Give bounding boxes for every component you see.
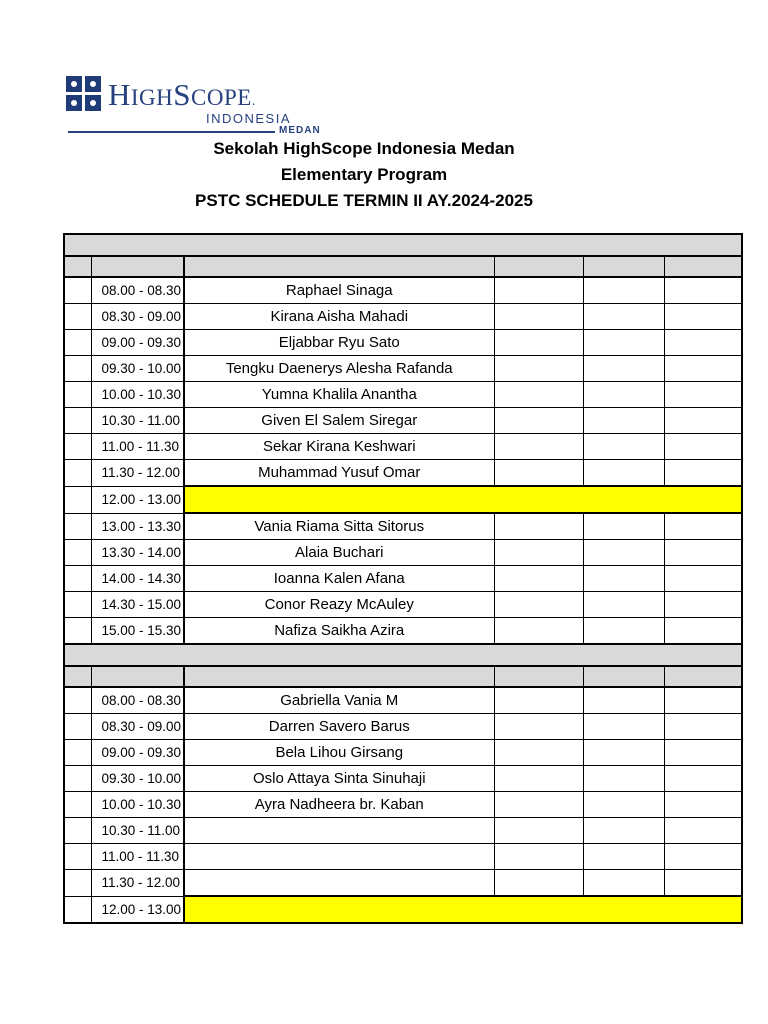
empty-cell bbox=[664, 304, 742, 330]
section-title-cell bbox=[64, 234, 742, 256]
highscope-logo bbox=[66, 76, 321, 142]
time-slot: 10.30 - 11.00 bbox=[91, 818, 184, 844]
schedule-row bbox=[64, 356, 742, 382]
time-slot: 08.00 - 08.30 bbox=[91, 277, 184, 304]
row-number-cell bbox=[64, 382, 91, 408]
empty-cell bbox=[583, 618, 664, 645]
row-number-cell bbox=[64, 714, 91, 740]
row-number-cell bbox=[64, 844, 91, 870]
empty-cell bbox=[664, 592, 742, 618]
school-title: Sekolah HighScope Indonesia Medan bbox=[213, 139, 515, 158]
time-slot: 13.00 - 13.30 bbox=[91, 513, 184, 540]
time-slot: 11.00 - 11.30 bbox=[91, 434, 184, 460]
schedule-row bbox=[64, 792, 742, 818]
column-header-cell bbox=[583, 666, 664, 687]
student-name: Darren Savero Barus bbox=[184, 714, 494, 740]
empty-cell bbox=[494, 330, 583, 356]
column-header-cell bbox=[91, 666, 184, 687]
time-slot: 11.00 - 11.30 bbox=[91, 844, 184, 870]
time-slot: 09.30 - 10.00 bbox=[91, 356, 184, 382]
empty-cell bbox=[583, 460, 664, 487]
schedule-row bbox=[64, 513, 742, 540]
row-number-cell bbox=[64, 540, 91, 566]
empty-cell bbox=[664, 540, 742, 566]
schedule-row bbox=[64, 818, 742, 844]
empty-cell bbox=[583, 382, 664, 408]
row-number-cell bbox=[64, 792, 91, 818]
student-name: Kirana Aisha Mahadi bbox=[184, 304, 494, 330]
student-name: Gabriella Vania M bbox=[184, 687, 494, 714]
empty-cell bbox=[664, 687, 742, 714]
student-name bbox=[184, 818, 494, 844]
schedule-title: PSTC SCHEDULE TERMIN II AY.2024-2025 bbox=[195, 191, 533, 210]
empty-cell bbox=[494, 844, 583, 870]
empty-cell bbox=[583, 766, 664, 792]
column-header-row bbox=[64, 666, 742, 687]
empty-cell bbox=[664, 434, 742, 460]
row-number-cell bbox=[64, 687, 91, 714]
empty-cell bbox=[583, 714, 664, 740]
logo-city: MEDAN bbox=[279, 125, 321, 136]
empty-cell bbox=[664, 818, 742, 844]
student-name: Nafiza Saikha Azira bbox=[184, 618, 494, 645]
schedule-row bbox=[64, 486, 742, 513]
row-number-cell bbox=[64, 356, 91, 382]
schedule-row bbox=[64, 460, 742, 487]
empty-cell bbox=[494, 818, 583, 844]
empty-cell bbox=[494, 792, 583, 818]
empty-cell bbox=[664, 792, 742, 818]
schedule-row bbox=[64, 592, 742, 618]
student-name: Conor Reazy McAuley bbox=[184, 592, 494, 618]
time-slot: 14.30 - 15.00 bbox=[91, 592, 184, 618]
empty-cell bbox=[664, 356, 742, 382]
schedule-row bbox=[64, 304, 742, 330]
empty-cell bbox=[664, 277, 742, 304]
student-name: Alaia Buchari bbox=[184, 540, 494, 566]
row-number-cell bbox=[64, 818, 91, 844]
column-header-row bbox=[64, 256, 742, 277]
row-number-cell bbox=[64, 434, 91, 460]
schedule-row bbox=[64, 382, 742, 408]
empty-cell bbox=[583, 592, 664, 618]
break-highlight bbox=[184, 896, 742, 923]
empty-cell bbox=[583, 844, 664, 870]
empty-cell bbox=[583, 277, 664, 304]
time-slot: 08.00 - 08.30 bbox=[91, 687, 184, 714]
student-name bbox=[184, 870, 494, 897]
student-name: Given El Salem Siregar bbox=[184, 408, 494, 434]
empty-cell bbox=[664, 766, 742, 792]
section-title-bar bbox=[64, 234, 742, 256]
column-header-cell bbox=[184, 256, 494, 277]
empty-cell bbox=[583, 540, 664, 566]
schedule-row bbox=[64, 766, 742, 792]
empty-cell bbox=[494, 304, 583, 330]
schedule-row bbox=[64, 566, 742, 592]
empty-cell bbox=[494, 382, 583, 408]
time-slot: 08.30 - 09.00 bbox=[91, 714, 184, 740]
schedule-row bbox=[64, 870, 742, 897]
row-number-cell bbox=[64, 330, 91, 356]
schedule-row bbox=[64, 714, 742, 740]
row-number-cell bbox=[64, 408, 91, 434]
column-header-cell bbox=[664, 666, 742, 687]
empty-cell bbox=[664, 460, 742, 487]
student-name: Vania Riama Sitta Sitorus bbox=[184, 513, 494, 540]
empty-cell bbox=[583, 304, 664, 330]
time-slot: 14.00 - 14.30 bbox=[91, 566, 184, 592]
time-slot: 08.30 - 09.00 bbox=[91, 304, 184, 330]
empty-cell bbox=[583, 408, 664, 434]
program-title: Elementary Program bbox=[280, 165, 448, 184]
empty-cell bbox=[583, 513, 664, 540]
logo-country: INDONESIA bbox=[206, 111, 292, 126]
time-slot: 13.30 - 14.00 bbox=[91, 540, 184, 566]
time-slot: 09.30 - 10.00 bbox=[91, 766, 184, 792]
row-number-cell bbox=[64, 896, 91, 923]
logo-wordmark: HIGHSCOPE. bbox=[108, 77, 256, 112]
student-name: Oslo Attaya Sinta Sinuhaji bbox=[184, 766, 494, 792]
time-slot: 15.00 - 15.30 bbox=[91, 618, 184, 645]
student-name: Sekar Kirana Keshwari bbox=[184, 434, 494, 460]
empty-cell bbox=[494, 356, 583, 382]
row-number-cell bbox=[64, 740, 91, 766]
row-number-cell bbox=[64, 486, 91, 513]
row-number-cell bbox=[64, 766, 91, 792]
student-name: Raphael Sinaga bbox=[184, 277, 494, 304]
time-slot: 12.00 - 13.00 bbox=[91, 486, 184, 513]
row-number-cell bbox=[64, 277, 91, 304]
time-slot: 12.00 - 13.00 bbox=[91, 896, 184, 923]
schedule-row bbox=[64, 540, 742, 566]
empty-cell bbox=[583, 740, 664, 766]
empty-cell bbox=[494, 766, 583, 792]
empty-cell bbox=[583, 356, 664, 382]
empty-cell bbox=[583, 870, 664, 897]
schedule-row bbox=[64, 896, 742, 923]
empty-cell bbox=[494, 870, 583, 897]
empty-cell bbox=[494, 513, 583, 540]
row-number-cell bbox=[64, 460, 91, 487]
empty-cell bbox=[494, 408, 583, 434]
empty-cell bbox=[664, 513, 742, 540]
student-name: Yumna Khalila Anantha bbox=[184, 382, 494, 408]
empty-cell bbox=[664, 618, 742, 645]
empty-cell bbox=[494, 540, 583, 566]
schedule-table bbox=[63, 233, 743, 924]
empty-cell bbox=[494, 566, 583, 592]
schedule-row bbox=[64, 740, 742, 766]
row-number-cell bbox=[64, 513, 91, 540]
student-name bbox=[184, 844, 494, 870]
student-name: Ayra Nadheera br. Kaban bbox=[184, 792, 494, 818]
empty-cell bbox=[664, 714, 742, 740]
time-slot: 10.30 - 11.00 bbox=[91, 408, 184, 434]
schedule-row bbox=[64, 408, 742, 434]
schedule-row bbox=[64, 618, 742, 645]
section-title-cell bbox=[64, 644, 742, 666]
schedule-row bbox=[64, 844, 742, 870]
time-slot: 11.30 - 12.00 bbox=[91, 870, 184, 897]
student-name: Muhammad Yusuf Omar bbox=[184, 460, 494, 487]
student-name: Ioanna Kalen Afana bbox=[184, 566, 494, 592]
row-number-cell bbox=[64, 304, 91, 330]
empty-cell bbox=[664, 844, 742, 870]
empty-cell bbox=[583, 566, 664, 592]
row-number-cell bbox=[64, 870, 91, 897]
schedule-row bbox=[64, 434, 742, 460]
schedule-row bbox=[64, 687, 742, 714]
empty-cell bbox=[664, 870, 742, 897]
empty-cell bbox=[494, 434, 583, 460]
row-number-cell bbox=[64, 618, 91, 645]
empty-cell bbox=[583, 434, 664, 460]
empty-cell bbox=[494, 277, 583, 304]
empty-cell bbox=[494, 687, 583, 714]
empty-cell bbox=[664, 330, 742, 356]
student-name: Bela Lihou Girsang bbox=[184, 740, 494, 766]
logo-rule bbox=[68, 131, 275, 133]
student-name: Tengku Daenerys Alesha Rafanda bbox=[184, 356, 494, 382]
break-highlight bbox=[184, 486, 742, 513]
column-header-cell bbox=[494, 256, 583, 277]
empty-cell bbox=[583, 687, 664, 714]
student-name: Eljabbar Ryu Sato bbox=[184, 330, 494, 356]
column-header-cell bbox=[184, 666, 494, 687]
row-number-cell bbox=[64, 566, 91, 592]
time-slot: 11.30 - 12.00 bbox=[91, 460, 184, 487]
empty-cell bbox=[494, 740, 583, 766]
empty-cell bbox=[494, 714, 583, 740]
empty-cell bbox=[583, 792, 664, 818]
column-header-cell bbox=[664, 256, 742, 277]
column-header-cell bbox=[583, 256, 664, 277]
empty-cell bbox=[664, 740, 742, 766]
logo-mark-icon bbox=[66, 76, 102, 112]
schedule-row bbox=[64, 330, 742, 356]
time-slot: 09.00 - 09.30 bbox=[91, 330, 184, 356]
schedule-row bbox=[64, 277, 742, 304]
column-header-cell bbox=[64, 256, 91, 277]
empty-cell bbox=[664, 382, 742, 408]
empty-cell bbox=[583, 818, 664, 844]
column-header-cell bbox=[494, 666, 583, 687]
time-slot: 09.00 - 09.30 bbox=[91, 740, 184, 766]
time-slot: 10.00 - 10.30 bbox=[91, 792, 184, 818]
column-header-cell bbox=[91, 256, 184, 277]
section-title-bar bbox=[64, 644, 742, 666]
empty-cell bbox=[664, 566, 742, 592]
empty-cell bbox=[664, 408, 742, 434]
empty-cell bbox=[583, 330, 664, 356]
empty-cell bbox=[494, 460, 583, 487]
row-number-cell bbox=[64, 592, 91, 618]
empty-cell bbox=[494, 592, 583, 618]
empty-cell bbox=[494, 618, 583, 645]
column-header-cell bbox=[64, 666, 91, 687]
time-slot: 10.00 - 10.30 bbox=[91, 382, 184, 408]
